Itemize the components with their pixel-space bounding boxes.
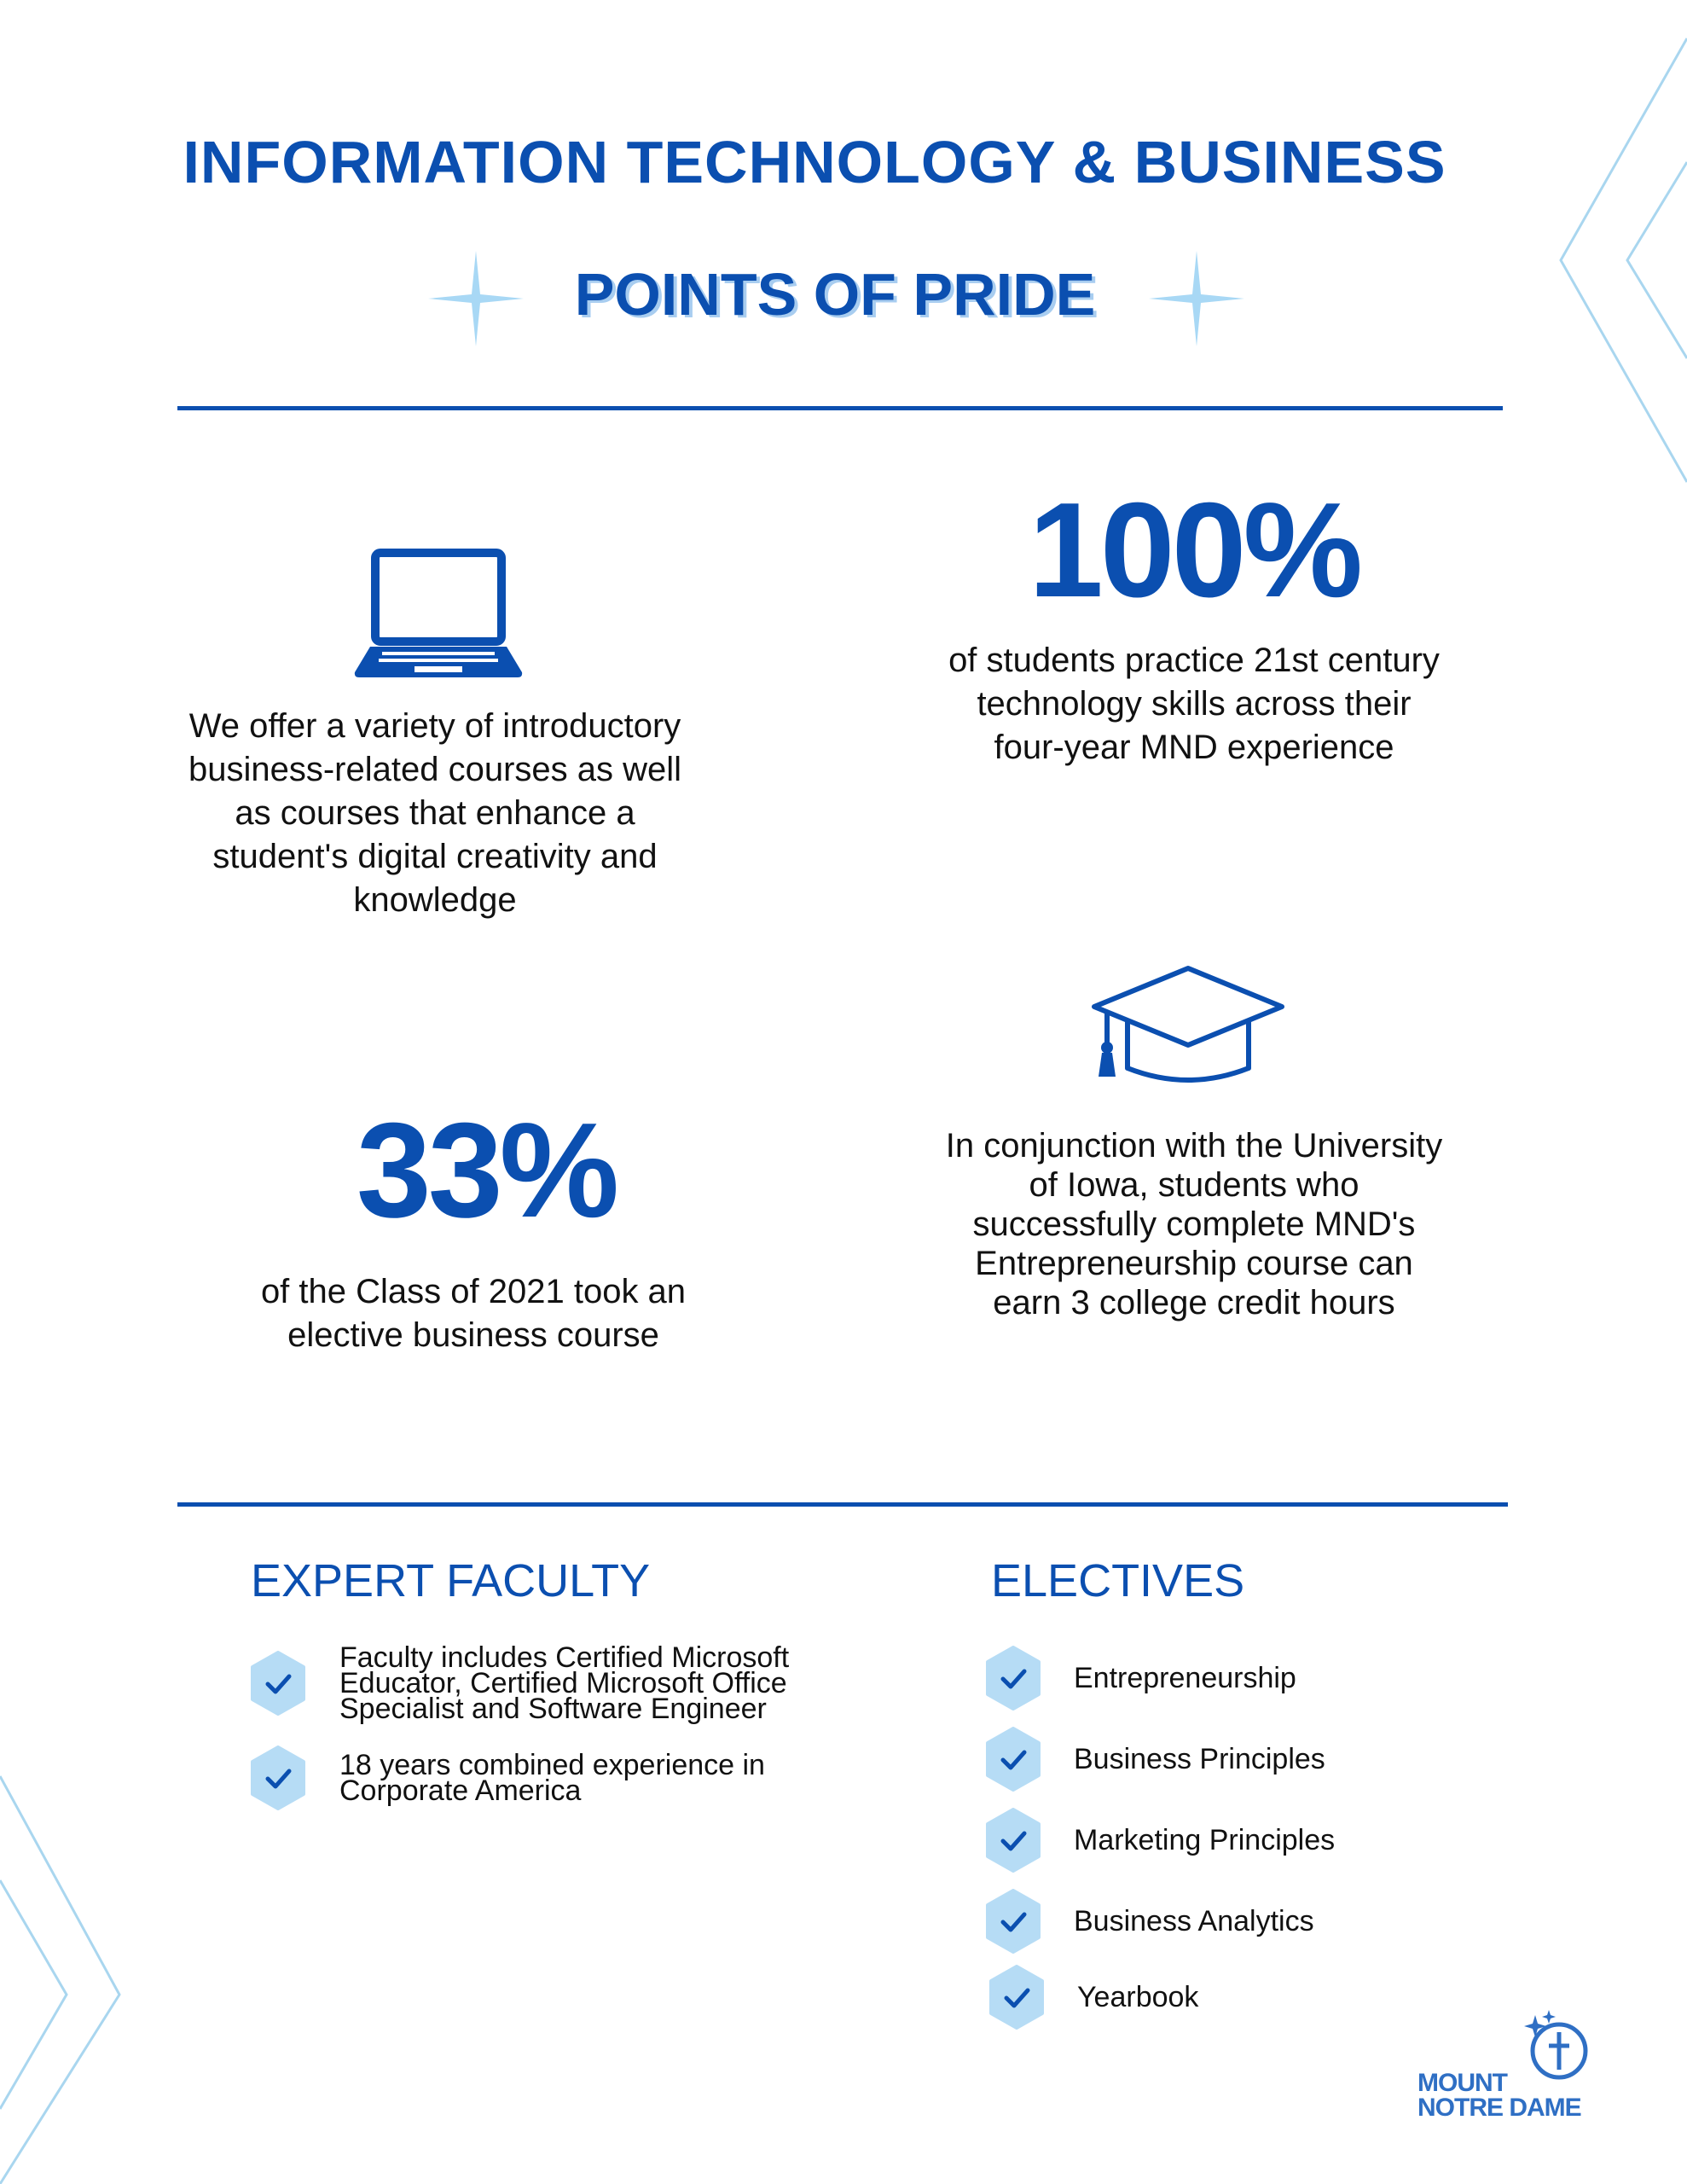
stat-33-description: of the Class of 2021 took an elective business course [260, 1273, 687, 1354]
check-hexagon-icon [984, 1727, 1042, 1792]
check-hexagon-icon [249, 1651, 307, 1716]
faculty-item-text: 18 years combined experience in Corporate America [339, 1749, 765, 1807]
graduation-cap-icon [1090, 964, 1286, 1092]
check-hexagon-icon [984, 1808, 1042, 1873]
elective-item-text: Entrepreneurship [1074, 1662, 1296, 1694]
faculty-item [249, 1641, 885, 1725]
top-divider [177, 406, 1503, 410]
elective-item [984, 1808, 1335, 1873]
check-hexagon-icon [984, 1646, 1042, 1711]
elective-item [988, 1965, 1198, 2030]
logo-line-1: MOUNT [1417, 2069, 1507, 2097]
elective-item-text: Yearbook [1077, 1981, 1199, 2013]
page-title: INFORMATION TECHNOLOGY & BUSINESS [183, 129, 1446, 195]
check-hexagon-icon [249, 1745, 307, 1810]
stat-33-value: 33% [356, 1095, 617, 1246]
stat-100-description: of students practice 21st century technology skills across their four-year MND experience [948, 642, 1440, 766]
elective-item-text: Business Analytics [1074, 1905, 1314, 1937]
bottom-divider [177, 1502, 1508, 1507]
laptop-icon [353, 548, 524, 680]
elective-item-text: Marketing Principles [1074, 1824, 1336, 1856]
elective-item [984, 1889, 1314, 1954]
check-hexagon-icon [984, 1889, 1042, 1954]
logo-wordmark [1417, 2071, 1581, 2120]
faculty-heading: EXPERT FACULTY [251, 1555, 651, 1606]
page-subtitle: POINTS OF PRIDE [574, 261, 1096, 328]
faculty-item [249, 1745, 885, 1810]
elective-item-text: Business Principles [1074, 1743, 1325, 1775]
check-hexagon-icon [988, 1965, 1046, 2030]
iowa-credit-description: In conjunction with the University of Iowa, students who successfully complete MND's Entrepreneurship course can earn 3 college credit hours [945, 1127, 1443, 1321]
stat-100-value: 100% [1028, 475, 1360, 625]
faculty-item-text: Faculty includes Certified Microsoft Educator, Certified Microsoft Office Specialist and Software Engineer [339, 1641, 790, 1725]
elective-item [984, 1646, 1296, 1711]
courses-description: We offer a variety of introductory business-related courses as well as courses that enhance a student's digital creativity and knowledge [188, 707, 682, 919]
elective-item [984, 1727, 1325, 1792]
logo-line-2: NOTRE DAME [1417, 2094, 1581, 2122]
electives-heading: ELECTIVES [991, 1555, 1245, 1606]
